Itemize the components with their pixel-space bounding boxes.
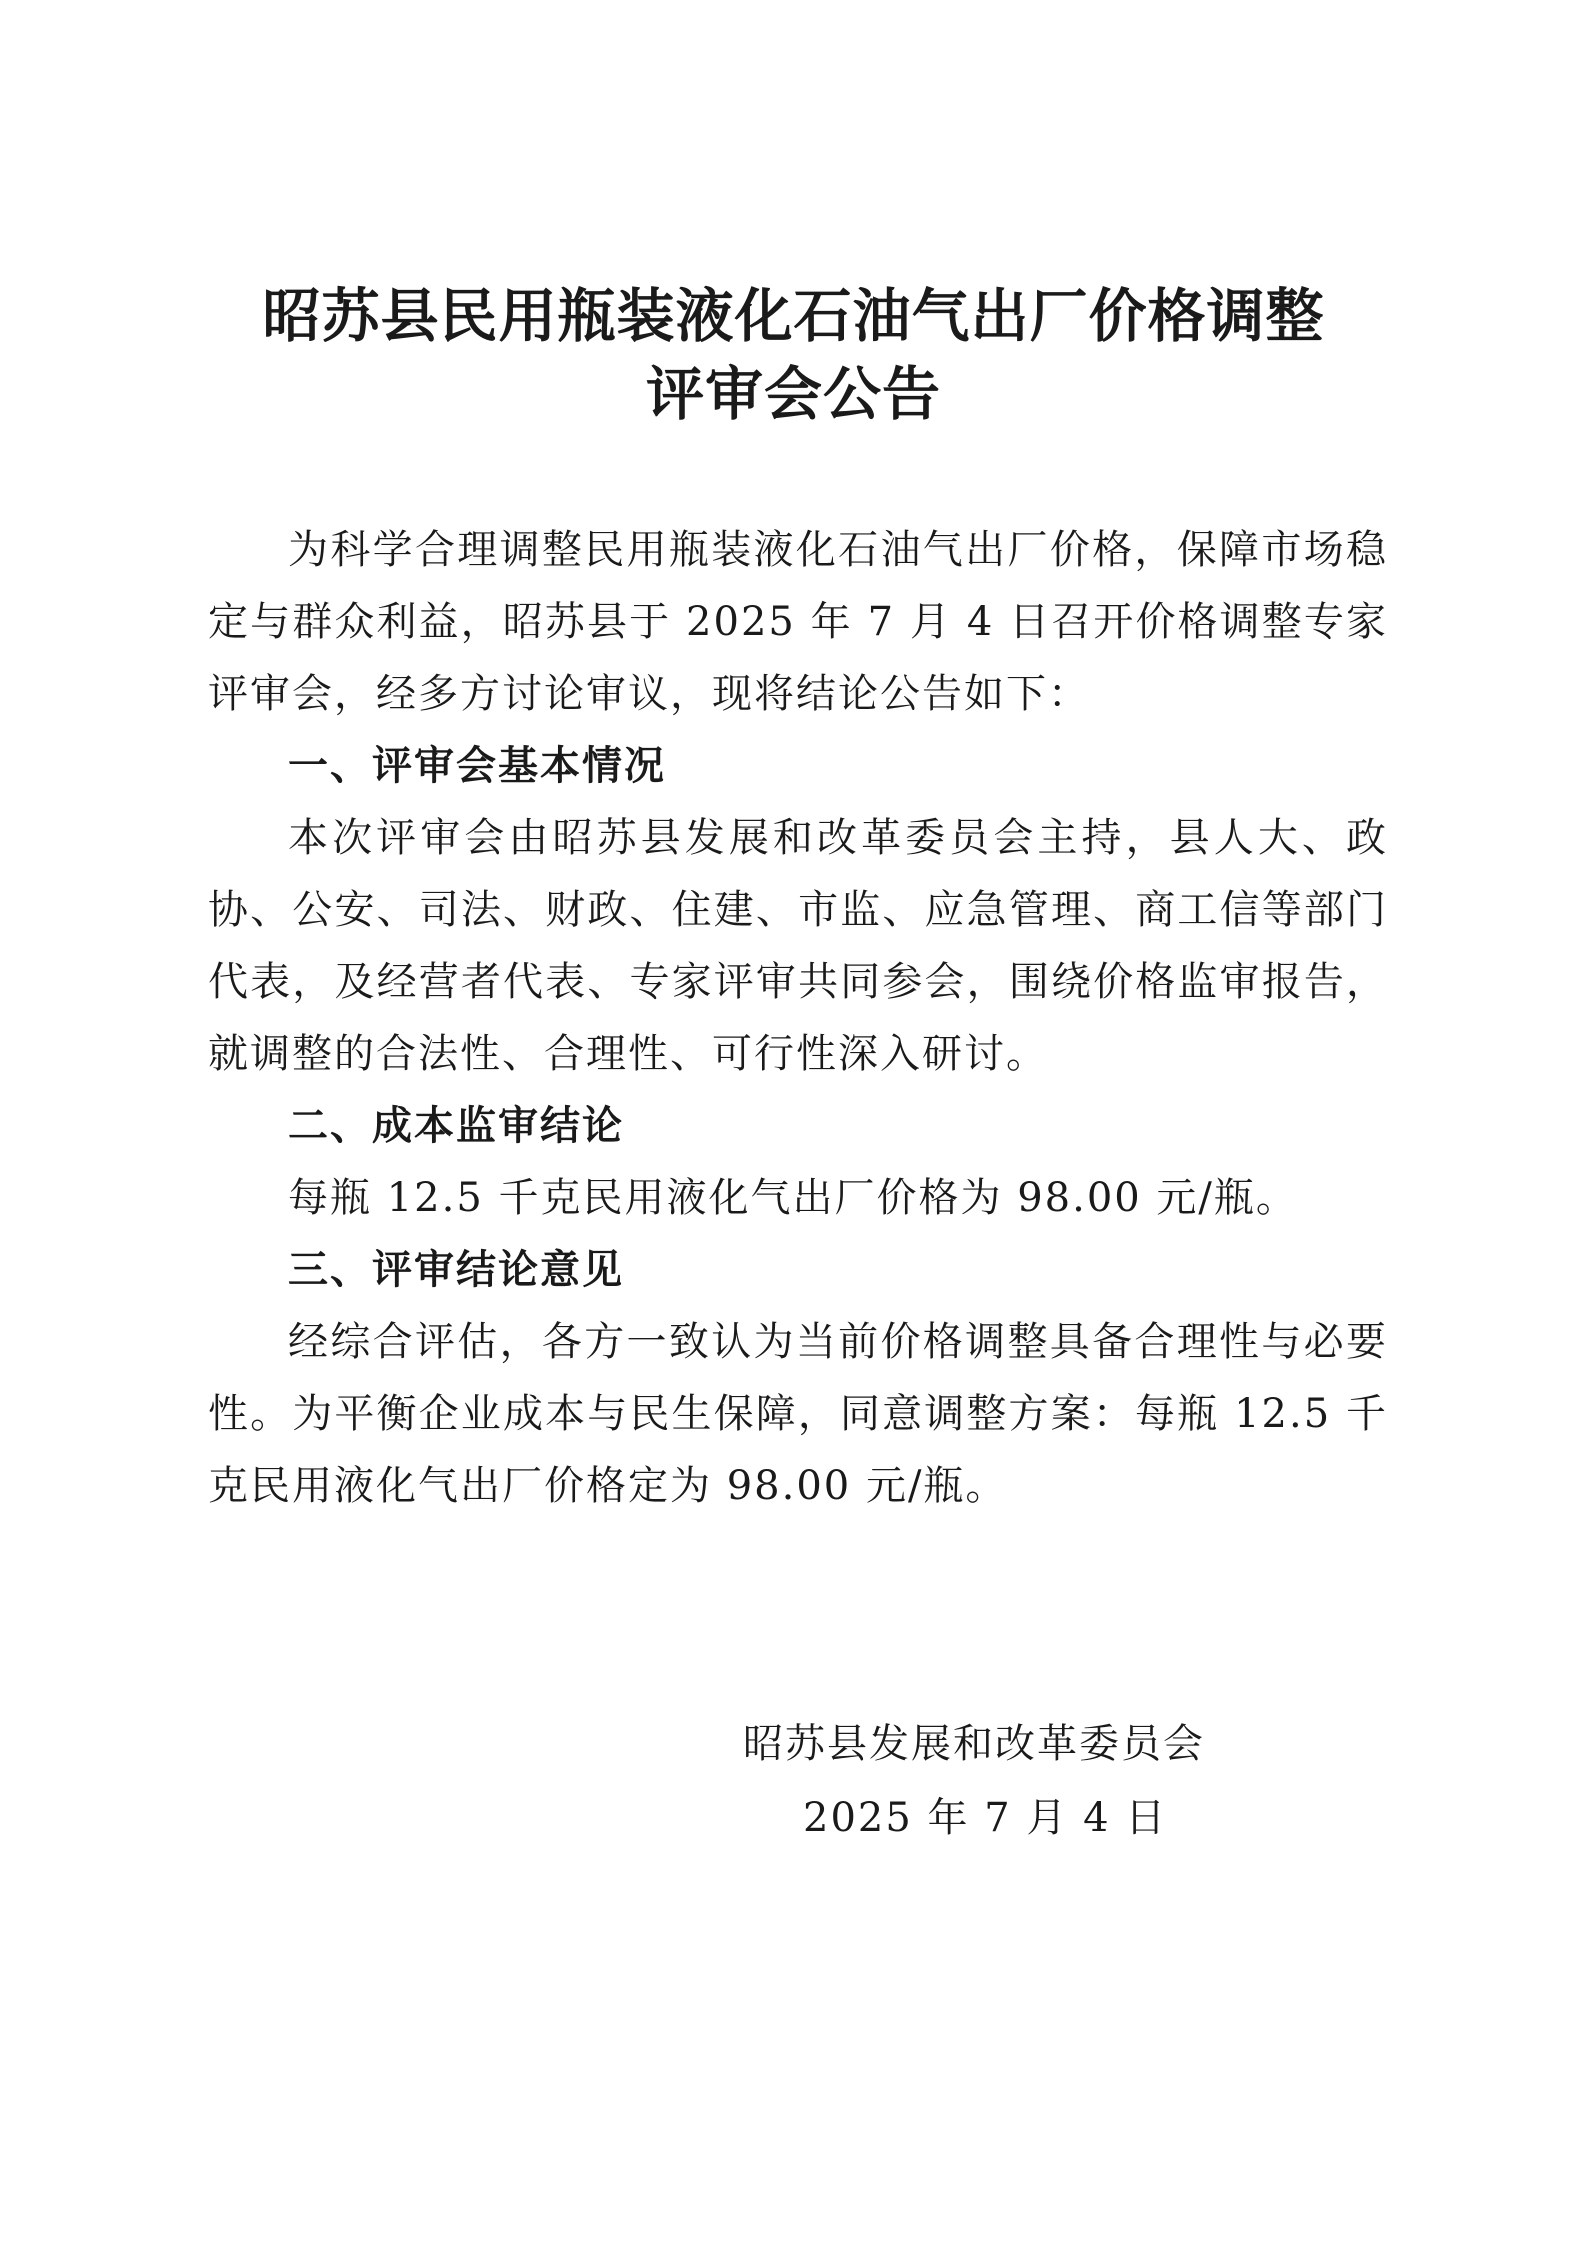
document-body bbox=[208, 514, 1388, 1522]
signature-organization: 昭苏县发展和改革委员会 bbox=[743, 1721, 1205, 1767]
document-title-line-2: 评审会公告 bbox=[645, 360, 941, 428]
section-3-heading: 三、评审结论意见 bbox=[288, 1247, 624, 1293]
section-3-paragraph: 经综合评估，各方一致认为当前价格调整具备合理性与必要性。为平衡企业成本与民生保障，同意调整方案：每瓶 12.5 千克民用液化气出厂价格定为 98.00 元/瓶。 bbox=[208, 1319, 1388, 1509]
section-1-heading: 一、评审会基本情况 bbox=[288, 743, 666, 789]
document-title-line-1: 昭苏县民用瓶装液化石油气出厂价格调整 bbox=[262, 282, 1325, 350]
section-1-paragraph: 本次评审会由昭苏县发展和改革委员会主持，县人大、政协、公安、司法、财政、住建、市监、应急管理、商工信等部门代表，及经营者代表、专家评审共同参会，围绕价格监审报告，就调整的合法性、合理性、可行性深入研讨。 bbox=[208, 815, 1388, 1077]
signature-date: 2025 年 7 月 4 日 bbox=[803, 1795, 1168, 1841]
section-2-heading: 二、成本监审结论 bbox=[288, 1103, 624, 1149]
section-2-paragraph: 每瓶 12.5 千克民用液化气出厂价格为 98.00 元/瓶。 bbox=[288, 1175, 1298, 1221]
intro-paragraph: 为科学合理调整民用瓶装液化石油气出厂价格，保障市场稳定与群众利益，昭苏县于 2025 年 7 月 4 日召开价格调整专家评审会，经多方讨论审议，现将结论公告如下： bbox=[208, 527, 1388, 717]
